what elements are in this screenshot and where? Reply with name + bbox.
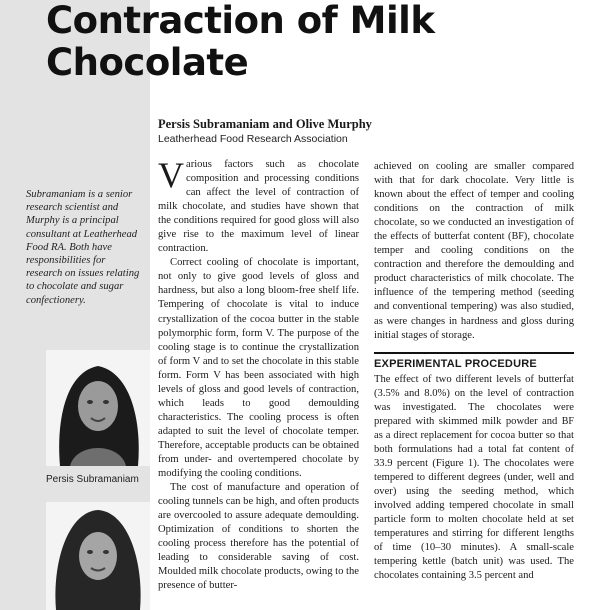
body-column-1 xyxy=(158,155,359,593)
title-line-2: Chocolate xyxy=(46,41,249,84)
author-bio: Subramaniam is a senior research scientist and Murphy is a principal consultant at Leatherhead Food RA. Both have responsibilities for research on issues relating to chocolate and sugar confectionery. xyxy=(26,189,140,306)
portrait-image xyxy=(46,502,150,610)
author-photo-subramaniam xyxy=(46,350,150,466)
portrait-image xyxy=(46,350,150,466)
article-title xyxy=(46,0,566,84)
paragraph-text: ), chocolate temper and cooling conditions on the contraction and therefore the demoulding and product characteristics of milk chocolate. The influence of the tempering method (seeding and conventional tempering) was also studied, as were changes in hardness and gloss during initial stages of storage. xyxy=(374,231,574,341)
abbreviation: BF xyxy=(511,231,524,243)
drop-cap: V xyxy=(158,155,184,195)
author-names: Persis Subramaniam and Olive Murphy xyxy=(158,117,372,131)
paragraph-text: achieved on cooling are smaller compared with that for dark chocolate. Very little is known about the effect of temper and cooling conditions on the contraction of milk chocolate, so we conducted an investigation of the effects of butterfat content ( xyxy=(374,161,574,243)
paragraph: Correct cooling of chocolate is important, not only to give good levels of gloss and hardness, but also a long bloom-free shelf life. Tempering of chocolate is vital to induce crystallization of the cocoa butter in the stable polymorphic form, form V. The purpose of the cooling stage is to continue the crystallization of form V and to set the chocolate in this stable form. Form V has been associated with high levels of gloss and good levels of contraction, which leads to good demoulding characteristics. The cooling process is often adapted to suit the level of chocolate temper. Therefore, acceptable products can be obtained from under- and overtempered chocolate by modifying the cooling conditions. xyxy=(158,257,359,480)
paragraph-text: arious factors such as chocolate composition and processing conditions can affect the level of contraction of milk chocolate, and studies have shown that the conditions required for good gloss will also give rise to the maximum level of linear contraction. xyxy=(158,159,359,255)
body-column-2 xyxy=(374,160,574,583)
paragraph-text: as a direct replacement for cocoa butter so that both formulations had a total fat content of 33.9 percent (Figure 1). The chocolates were tempered to different degrees (under, well and over) using the seeding method, which involved adding tempered chocolate in small particle form to molten chocolate held at set temperatures and stirring for different lengths of time (10–30 minutes). A small-scale tempering kettle (batch unit) was used. The chocolates containing 3.5 percent and xyxy=(374,429,574,582)
author-photo-murphy xyxy=(46,502,150,610)
author-affiliation: Leatherhead Food Research Association xyxy=(158,133,348,145)
photo-caption: Persis Subramaniam xyxy=(46,474,139,485)
paragraph: The cost of manufacture and operation of cooling tunnels can be high, and often products are overcooled to assure adequate demoulding. Optimization of conditions to shorten the cooling process therefore has the potential of leading to considerable saving of cost. Moulded milk chocolate products, owing to the presence of butter- xyxy=(158,482,359,592)
section-heading: EXPERIMENTAL PROCEDURE xyxy=(374,352,574,371)
paragraph-text: The effect of two different levels of butterfat (3.5% and 8.0%) on the level of contraction was investigated. The chocolates were prepared with skimmed milk powder and xyxy=(374,373,574,427)
paragraph xyxy=(374,373,574,584)
paragraph xyxy=(158,155,359,256)
title-line-1: Contraction of Milk xyxy=(46,0,435,42)
paragraph xyxy=(374,160,574,343)
abbreviation: BF xyxy=(561,415,574,427)
